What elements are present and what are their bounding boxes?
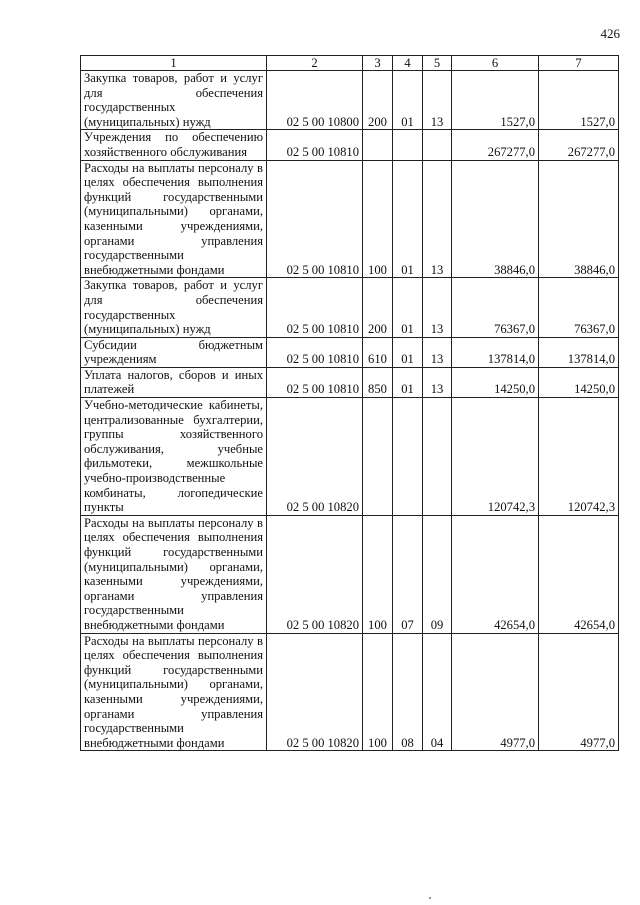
page-number: 426 xyxy=(600,26,620,41)
item-name: Расходы на выплаты персоналу в целях обеспечения выполнения функций государственными (муниципальными) органами, казенными учреждениями, органами управления государственными внебюджетными фондами xyxy=(81,633,267,751)
budget-table xyxy=(80,55,619,751)
expense-type: 100 xyxy=(363,515,393,633)
amount-col7: 76367,0 xyxy=(539,278,619,337)
target-code: 02 5 00 10810 xyxy=(267,367,363,397)
section: 01 xyxy=(393,71,423,130)
target-code: 02 5 00 10820 xyxy=(267,515,363,633)
column-header: 1 xyxy=(81,56,267,71)
amount-col6: 38846,0 xyxy=(452,160,539,278)
table-row xyxy=(81,278,619,337)
amount-col7: 38846,0 xyxy=(539,160,619,278)
column-header: 3 xyxy=(363,56,393,71)
table-row xyxy=(81,633,619,751)
section xyxy=(393,130,423,160)
subsection: 13 xyxy=(423,278,452,337)
table-row xyxy=(81,130,619,160)
expense-type: 850 xyxy=(363,367,393,397)
target-code: 02 5 00 10810 xyxy=(267,278,363,337)
column-header: 2 xyxy=(267,56,363,71)
expense-type: 200 xyxy=(363,278,393,337)
target-code: 02 5 00 10810 xyxy=(267,337,363,367)
amount-col6: 14250,0 xyxy=(452,367,539,397)
subsection: 13 xyxy=(423,367,452,397)
amount-col7: 42654,0 xyxy=(539,515,619,633)
amount-col7: 137814,0 xyxy=(539,337,619,367)
item-name: Закупка товаров, работ и услуг для обеспечения государственных (муниципальных) нужд xyxy=(81,71,267,130)
section: 08 xyxy=(393,633,423,751)
amount-col6: 42654,0 xyxy=(452,515,539,633)
amount-col6: 137814,0 xyxy=(452,337,539,367)
amount-col7: 267277,0 xyxy=(539,130,619,160)
item-name: Расходы на выплаты персоналу в целях обеспечения выполнения функций государственными (муниципальными) органами, казенными учреждениями, органами управления государственными внебюджетными фондами xyxy=(81,160,267,278)
amount-col6: 1527,0 xyxy=(452,71,539,130)
target-code: 02 5 00 10810 xyxy=(267,160,363,278)
amount-col6: 76367,0 xyxy=(452,278,539,337)
expense-type xyxy=(363,130,393,160)
item-name: Учебно-методические кабинеты, централизованные бухгалтерии, группы хозяйственного обслуживания, учебные фильмотеки, межшкольные учебно-производственные комбинаты, логопедические пункты xyxy=(81,398,267,516)
column-header: 4 xyxy=(393,56,423,71)
expense-type: 100 xyxy=(363,160,393,278)
subsection: 09 xyxy=(423,515,452,633)
table-row xyxy=(81,160,619,278)
amount-col7: 4977,0 xyxy=(539,633,619,751)
section: 01 xyxy=(393,367,423,397)
subsection: 04 xyxy=(423,633,452,751)
scan-speck xyxy=(429,897,431,899)
table-row xyxy=(81,337,619,367)
subsection xyxy=(423,398,452,516)
section xyxy=(393,398,423,516)
expense-type xyxy=(363,398,393,516)
item-name: Субсидии бюджетным учреждениям xyxy=(81,337,267,367)
target-code: 02 5 00 10810 xyxy=(267,130,363,160)
target-code: 02 5 00 10820 xyxy=(267,398,363,516)
amount-col6: 120742,3 xyxy=(452,398,539,516)
table-row xyxy=(81,71,619,130)
table-row xyxy=(81,398,619,516)
column-header: 5 xyxy=(423,56,452,71)
table-header-row xyxy=(81,56,619,71)
section: 01 xyxy=(393,337,423,367)
amount-col7: 120742,3 xyxy=(539,398,619,516)
expense-type: 100 xyxy=(363,633,393,751)
section: 07 xyxy=(393,515,423,633)
amount-col6: 4977,0 xyxy=(452,633,539,751)
item-name: Расходы на выплаты персоналу в целях обеспечения выполнения функций государственными (муниципальными) органами, казенными учреждениями, органами управления государственными внебюджетными фондами xyxy=(81,515,267,633)
target-code: 02 5 00 10800 xyxy=(267,71,363,130)
column-header: 6 xyxy=(452,56,539,71)
section: 01 xyxy=(393,160,423,278)
column-header: 7 xyxy=(539,56,619,71)
amount-col6: 267277,0 xyxy=(452,130,539,160)
item-name: Закупка товаров, работ и услуг для обеспечения государственных (муниципальных) нужд xyxy=(81,278,267,337)
section: 01 xyxy=(393,278,423,337)
subsection: 13 xyxy=(423,71,452,130)
subsection: 13 xyxy=(423,160,452,278)
item-name: Уплата налогов, сборов и иных платежей xyxy=(81,367,267,397)
subsection xyxy=(423,130,452,160)
table-row xyxy=(81,515,619,633)
item-name: Учреждения по обеспечению хозяйственного обслуживания xyxy=(81,130,267,160)
expense-type: 200 xyxy=(363,71,393,130)
amount-col7: 14250,0 xyxy=(539,367,619,397)
subsection: 13 xyxy=(423,337,452,367)
amount-col7: 1527,0 xyxy=(539,71,619,130)
table-row xyxy=(81,367,619,397)
expense-type: 610 xyxy=(363,337,393,367)
target-code: 02 5 00 10820 xyxy=(267,633,363,751)
